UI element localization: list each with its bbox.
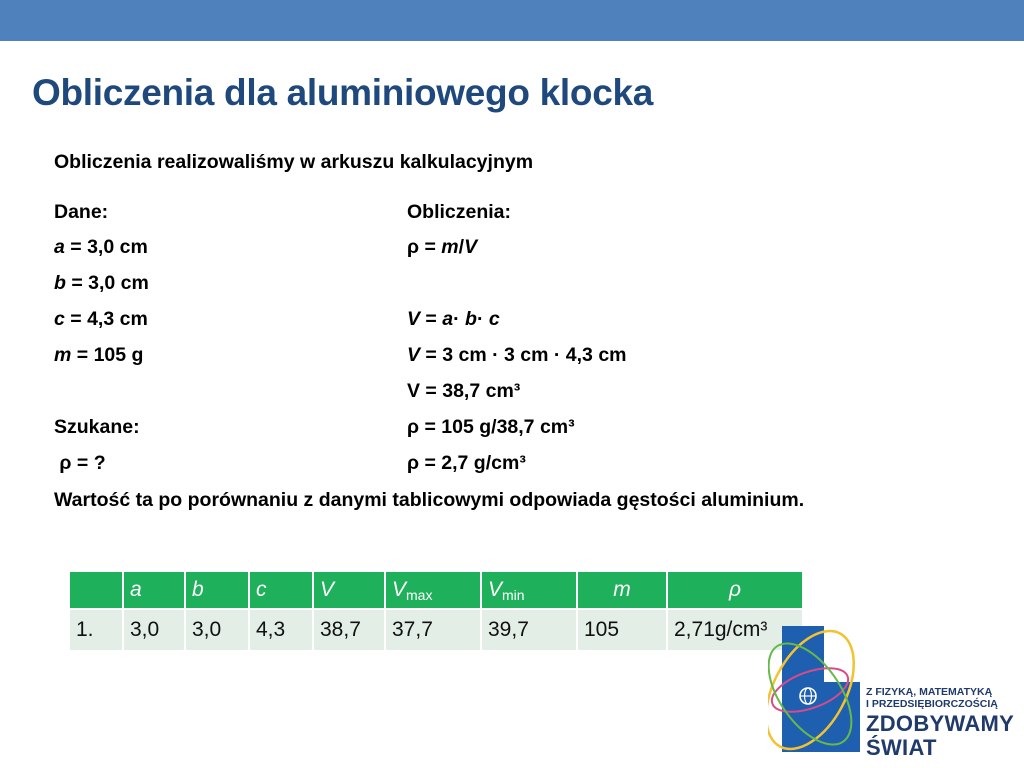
calc-density-substitution: ρ = 105 g/38,7 cm³ [407, 416, 575, 438]
intro-text: Obliczenia realizowaliśmy w arkuszu kalkulacyjnym [54, 151, 534, 173]
given-c: c = 4,3 cm [54, 308, 148, 330]
header-volume: V [313, 571, 385, 609]
sought-rho: ρ = ? [54, 452, 106, 474]
header-c: c [249, 571, 313, 609]
header-a: a [123, 571, 185, 609]
header-vmax: $V_{max}$ [385, 571, 481, 609]
sought-heading: Szukane: [54, 416, 140, 438]
header-density: ρ [667, 571, 803, 609]
calc-heading: Obliczenia: [407, 201, 512, 223]
cell-density: 2,71g/cm³ [667, 609, 803, 651]
given-heading: Dane: [54, 201, 109, 223]
given-b: b = 3,0 cm [54, 272, 149, 294]
calc-density-result: ρ = 2,7 g/cm³ [407, 452, 526, 474]
logo-tagline: Z FIZYKĄ, MATEMATYKĄ I PRZEDSIĘBIORCZOŚCIĄ [866, 686, 998, 710]
header-vmin: $V_{min}$ [481, 571, 577, 609]
header-index [69, 571, 123, 609]
table-row [69, 609, 803, 651]
cell-a: 3,0 [123, 609, 185, 651]
table-header-row [69, 571, 803, 609]
cell-index: 1. [69, 609, 123, 651]
calc-volume-formula: V = a· b· c [407, 308, 500, 330]
cell-vmax: 37,7 [385, 609, 481, 651]
calc-density-formula: ρ = m/V [407, 236, 478, 258]
cell-mass: 105 [577, 609, 667, 651]
logo-name: ZDOBYWAMY ŚWIAT [866, 711, 1015, 760]
top-accent-bar [0, 0, 1024, 41]
cell-volume: 38,7 [313, 609, 385, 651]
results-table [68, 570, 804, 652]
cell-b: 3,0 [185, 609, 249, 651]
given-m: m = 105 g [54, 344, 144, 366]
calc-volume-result: V = 38,7 cm³ [407, 380, 521, 402]
cell-c: 4,3 [249, 609, 313, 651]
header-mass: m [577, 571, 667, 609]
calc-volume-substitution: V = 3 cm · 3 cm · 4,3 cm [407, 344, 627, 366]
header-b: b [185, 571, 249, 609]
given-a: a = 3,0 cm [54, 236, 148, 258]
cell-vmin: 39,7 [481, 609, 577, 651]
conclusion-text: Wartość ta po porównaniu z danymi tablicowymi odpowiada gęstości aluminium. [54, 489, 805, 511]
slide-title: Obliczenia dla aluminiowego klocka [32, 72, 654, 113]
